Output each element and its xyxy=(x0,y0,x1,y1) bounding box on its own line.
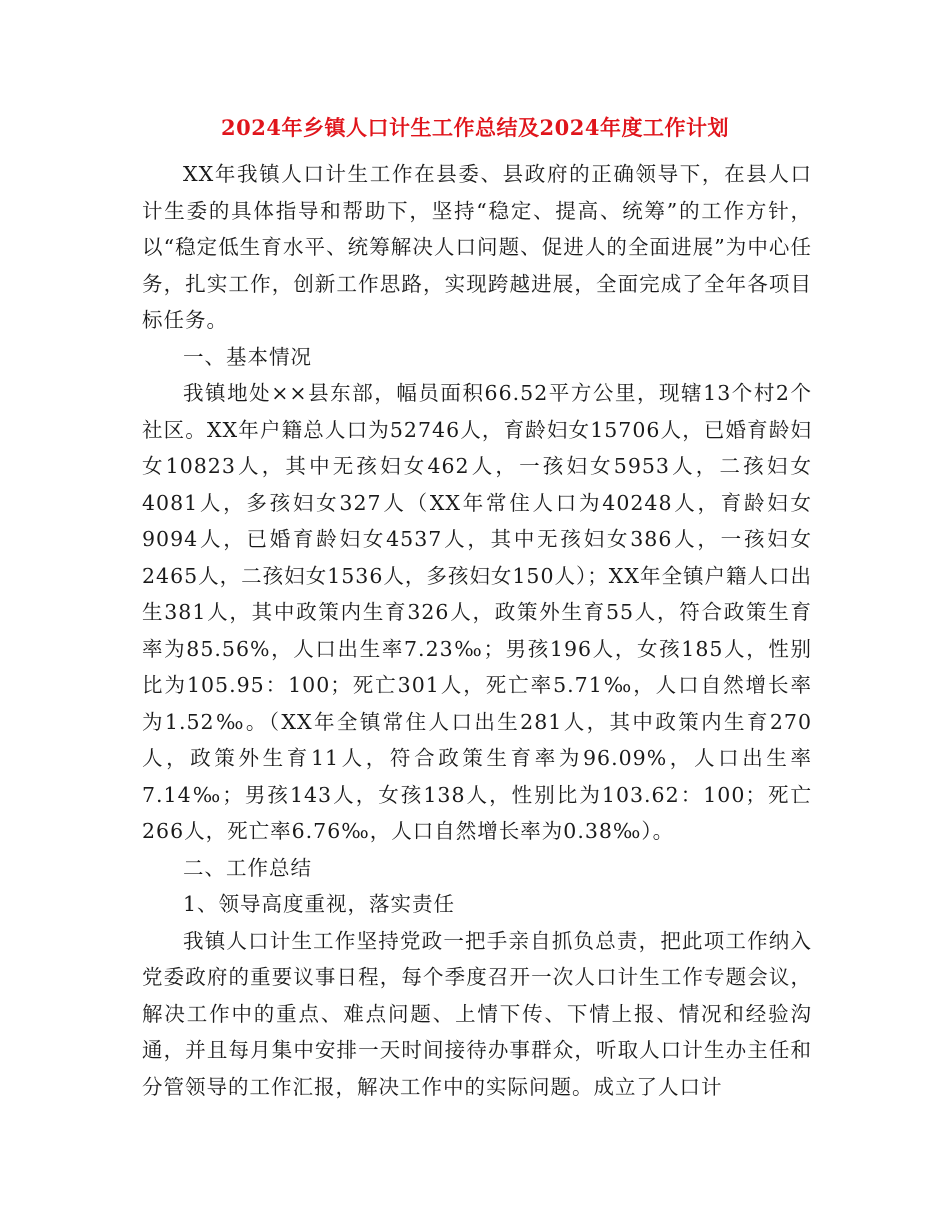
intro-paragraph: XX年我镇人口计生工作在县委、县政府的正确领导下，在县人口计生委的具体指导和帮助下，坚持“稳定、提高、统筹”的工作方针，以“稳定低生育水平、统筹解决人口问题、促进人的全面进展”为中心任务，扎实工作，创新工作思路，实现跨越进展，全面完成了全年各项目标任务。 xyxy=(142,162,812,332)
subsection-heading-leadership: 1、领导高度重视，落实责任 xyxy=(183,892,456,916)
document-title: 2024年乡镇人口计生工作总结及2024年度工作计划 xyxy=(221,115,729,140)
document-body xyxy=(142,156,812,1105)
basic-situation-paragraph: 我镇地处××县东部，幅员面积66.52平方公里，现辖13个村2个社区。XX年户籍总人口为52746人，育龄妇女15706人，已婚育龄妇女10823人，其中无孩妇女462人，一孩妇女5953人，二孩妇女4081人，多孩妇女327人（XX年常住人口为40248人，育龄妇女9094人，已婚育龄妇女4537人，其中无孩妇女386人，一孩妇女2465人，二孩妇女1536人，多孩妇女150人）；XX年全镇户籍人口出生381人，其中政策内生育326人，政策外生育55人，符合政策生育率为85.56%，人口出生率7.23‰；男孩196人，女孩185人，性别比为105.95：100；死亡301人，死亡率5.71‰，人口自然增长率为1.52‰。（XX年全镇常住人口出生281人，其中政策内生育270人，政策外生育11人，符合政策生育率为96.09%，人口出生率7.14‰；男孩143人，女孩138人，性别比为103.62：100；死亡266人，死亡率6.76‰，人口自然增长率为0.38‰）。 xyxy=(142,381,812,843)
section-heading-work-summary: 二、工作总结 xyxy=(183,855,312,880)
section-heading-basic-situation: 一、基本情况 xyxy=(183,344,312,369)
leadership-paragraph: 我镇人口计生工作坚持党政一把手亲自抓负总责，把此项工作纳入党委政府的重要议事日程，每个季度召开一次人口计生工作专题会议，解决工作中的重点、难点问题、上情下传、下情上报、情况和经验沟通，并且每月集中安排一天时间接待办事群众，听取人口计生办主任和分管领导的工作汇报，解决工作中的实际问题。成立了人口计 xyxy=(142,928,812,1099)
